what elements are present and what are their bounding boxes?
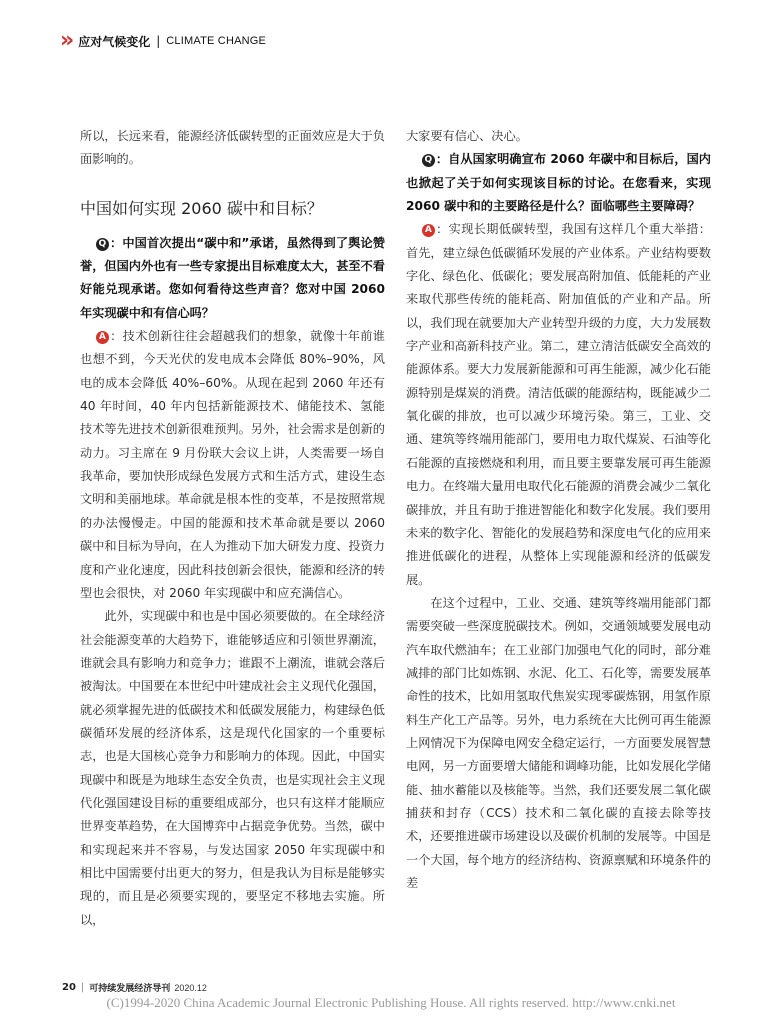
paragraph: 此外，实现碳中和也是中国必须要做的。在全球经济社会能源变革的大趋势下，谁能够适应和引领世界潮流，谁就会具有影响力和竞争力；谁跟不上潮流，谁就会落后被淘汰。中国要在本世纪中叶建成社会主义现代化强国，就必须掌握先进的低碳技术和低碳发展能力，构建绿色低碳循环发展的经济体系，这是现代化国家的一个重要标志，也是大国核心竞争力和影响力的体现。因此，中国实现碳中和既是为地球生态安全负责，也是实现社会主义现代化强国建设目标的重要组成部分，也只有这样才能顺应世界变革趋势，在大国博弈中占据竞争优势。当然，碳中和实现起来并不容易，与发达国家 2050 年实现碳中和相比中国需要付出更大的努力，但是我认为目标是能够实现的，而且是必须要实现的，要坚定不移地去实施。所以， — [80, 609, 385, 927]
question-badge-icon: Q — [422, 154, 435, 167]
question-text: ：中国首次提出“碳中和”承诺，虽然得到了舆论赞誉，但国内外也有一些专家提出目标难度太大，甚至不看好能兑现承诺。您如何看待这些声音？您对中国 2060 年实现碳中和有信心吗？ — [80, 235, 385, 320]
answer-paragraph — [406, 218, 711, 592]
footer-divider: | — [80, 982, 85, 993]
answer-paragraph — [80, 325, 385, 605]
answer-text: ：实现长期低碳转型，我国有这样几个重大举措：首先，建立绿色低碳循环发展的产业体系。产业结构要数字化、绿色化、低碳化；要发展高附加值、低能耗的产业来取代那些传统的能耗高、附加值低的产业和产品。所以，我们现在就要加大产业转型升级的力度，大力发展数字产业和高新科技产业。第二，建立清洁低碳安全高效的能源体系。要大力发展新能源和可再生能源，减少化石能源特别是煤炭的消费。清洁低碳的能源结构，既能减少二氧化碳的排放，也可以减少环境污染。第三，工业、交通、建筑等终端用能部门，要用电力取代煤炭、石油等化石能源的直接燃烧和利用，而且要主要靠发展可再生能源电力。在终端大量用电取代化石能源的消费会减少二氧化碳排放，并且有助于推进智能化和数字化发展。我们要用未来的数字化、智能化的发展趋势和深度电气化的应用来推进低碳化的进程，从整体上实现能源和经济的低碳发展。 — [406, 222, 711, 587]
page-number: 20 — [62, 982, 76, 993]
right-column — [406, 125, 711, 895]
journal-name: 可持续发展经济导刊 — [89, 984, 171, 994]
answer-text: ：技术创新往往会超越我们的想象，就像十年前谁也想不到，今天光伏的发电成本会降低 80%–90%，风电的成本会降低 40%–60%。从现在起到 2060 年还有 40 年时间，40 年内包括新能源技术、储能技术、氢能技术等先进技术创新很难预判。另外，社会需求是创新的动力。习主席在 9 月份联大会议上讲，人类需要一场自我革命，要加快形成绿色发展方式和生活方式，建设生态文明和美丽地球。革命就是根本性的变革，不是按照常规的办法慢慢走。中国的能源和技术革命就是要以 2060 碳中和目标为导向，在人为推动下加大研发力度、投资力度和产业化速度，因此科技创新会很快，能源和经济的转型也会很快，对 2060 年实现碳中和应充满信心。 — [80, 329, 385, 600]
chevron-right-icon: » — [60, 28, 69, 53]
paragraph: 所以，长远来看，能源经济低碳转型的正面效应是大于负面影响的。 — [80, 129, 385, 167]
section-heading: 中国如何实现 2060 碳中和目标？ — [80, 198, 323, 218]
issue-number: 2020.12 — [174, 982, 207, 993]
question-paragraph — [80, 232, 385, 325]
section-title-cn: 应对气候变化 — [78, 34, 151, 49]
page-footer — [62, 981, 207, 994]
answer-badge-icon: A — [422, 224, 435, 237]
question-badge-icon: Q — [96, 238, 109, 251]
paragraph: 大家要有信心、决心。 — [406, 129, 528, 143]
copyright-watermark: (C)1994-2020 China Academic Journal Electronic Publishing House. All rights reserved. http://www.cnki.net — [106, 995, 676, 1010]
question-paragraph — [406, 148, 711, 218]
paragraph: 在这个过程中，工业、交通、建筑等终端用能部门都需要突破一些深度脱碳技术。例如，交通领域要发展电动汽车取代燃油车；在工业部门加强电气化的同时，部分难减排的部门比如炼钢、水泥、化工、石化等，需要发展革命性的技术，比如用氢取代焦炭实现零碳炼钢，用氢作原料生产化工产品等。另外，电力系统在大比例可再生能源上网情况下为保障电网安全稳定运行，一方面要发展智慧电网，另一方面要增大储能和调峰功能，比如发展化学储能、抽水蓄能以及核能等。当然，我们还要发展二氧化碳捕获和封存（CCS）技术和二氧化碳的直接去除等技术，还要推进碳市场建设以及碳价机制的发展等。中国是一个大国，每个地方的经济结构、资源禀赋和环境条件的差 — [406, 595, 711, 890]
running-header — [60, 28, 267, 53]
header-divider: | — [156, 34, 161, 48]
section-title-en: CLIMATE CHANGE — [166, 35, 267, 47]
question-text: ：自从国家明确宣布 2060 年碳中和目标后，国内也掀起了关于如何实现该目标的讨论。在您看来，实现 2060 碳中和的主要路径是什么？面临哪些主要障碍？ — [406, 152, 711, 214]
answer-badge-icon: A — [96, 331, 109, 344]
left-column — [80, 125, 385, 932]
